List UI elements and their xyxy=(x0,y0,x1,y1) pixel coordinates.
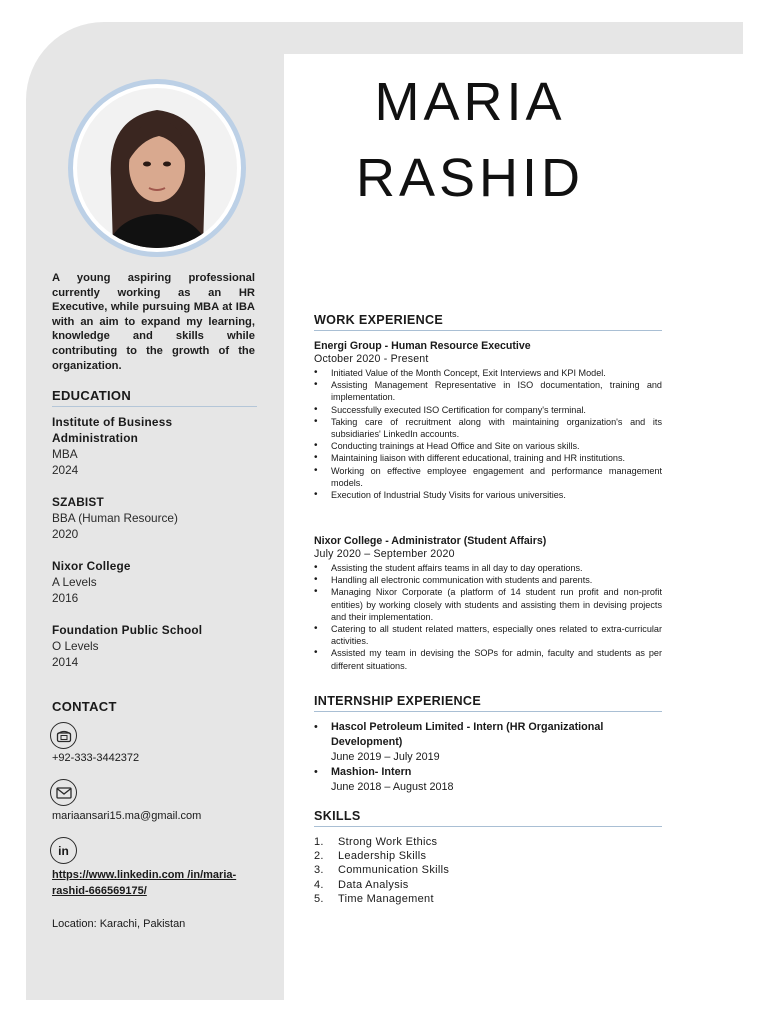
list-item xyxy=(314,720,634,765)
job-title: Energi Group - Human Resource Executive xyxy=(314,340,531,352)
skill-number: 3. xyxy=(314,864,324,877)
list-item xyxy=(314,849,449,863)
education-item xyxy=(52,558,252,606)
list-item: • Execution of Industrial Study Visits for various universities. xyxy=(314,489,662,501)
education-year: 2020 xyxy=(52,527,79,541)
list-item xyxy=(314,863,449,877)
job-bullets xyxy=(314,562,662,672)
header-band xyxy=(284,22,743,54)
skill-number: 1. xyxy=(314,836,324,848)
list-item: • Maintaining liaison with different educational, training and HR institutions. xyxy=(314,452,662,464)
job-title: Nixor College - Administrator (Student Affairs) xyxy=(314,535,547,547)
list-item: • Assisted my team in devising the SOPs for admin, faculty and students as per different situations. xyxy=(314,647,662,671)
list-item: • Managing Nixor Corporate (a platform of 14 student run profit and non-profit entities) by working closely with students and assisting them in devising projects and their implementation. xyxy=(314,586,662,623)
skill-label: Strong Work Ethics xyxy=(338,836,438,848)
internship-date: June 2018 – August 2018 xyxy=(331,781,454,793)
list-item: • Assisting the student affairs teams in all day to day operations. xyxy=(314,562,662,574)
education-year: 2024 xyxy=(52,463,79,477)
list-item xyxy=(314,765,634,795)
profile-photo xyxy=(68,79,246,257)
education-institution: Nixor College xyxy=(52,559,131,573)
education-degree: O Levels xyxy=(52,639,99,653)
education-degree: MBA xyxy=(52,447,78,461)
internship-heading: INTERNSHIP EXPERIENCE xyxy=(314,694,662,712)
education-degree: BBA (Human Resource) xyxy=(52,511,178,525)
skill-number: 5. xyxy=(314,892,324,905)
list-item xyxy=(314,835,449,849)
first-name: MARIA xyxy=(374,72,566,132)
contact-location: Location: Karachi, Pakistan xyxy=(52,918,186,930)
job-date: October 2020 - Present xyxy=(314,353,429,365)
contact-linkedin-link[interactable]: https://www.linkedin.com /in/maria-rashid-666569175/ xyxy=(52,869,237,897)
job-date: July 2020 – September 2020 xyxy=(314,548,455,560)
internship-title: • Mashion- Intern xyxy=(331,766,412,778)
contact-phone: +92-333-3442372 xyxy=(52,752,140,764)
skill-label: Leadership Skills xyxy=(338,850,427,863)
list-item: • Working on effective employee engagement and performance management models. xyxy=(314,465,662,489)
education-institution: Foundation Public School xyxy=(52,623,203,637)
profile-summary: A young aspiring professional currently working as an HR Executive, while pursuing MBA at IBA with an aim to expand my learning, knowledge and skills while contributing to the growth of the organization. xyxy=(52,272,255,372)
skill-label: Time Management xyxy=(338,892,434,905)
list-item: • Assisting Management Representative in ISO documentation, training and implementation. xyxy=(314,379,662,403)
skills-heading: SKILLS xyxy=(314,809,662,827)
internship-date: June 2019 – July 2019 xyxy=(331,751,440,763)
work-experience-heading: WORK EXPERIENCE xyxy=(314,313,662,331)
skill-label: Communication Skills xyxy=(338,864,450,877)
skill-number: 2. xyxy=(314,850,324,863)
list-item: • Successfully executed ISO Certification for company's terminal. xyxy=(314,404,662,416)
contact-email[interactable]: mariaansari15.ma@gmail.com xyxy=(52,810,202,822)
list-item: • Conducting trainings at Head Office and Site on various skills. xyxy=(314,440,662,452)
education-institution: Institute of Business Administration xyxy=(52,415,173,445)
linkedin-icon: in xyxy=(50,837,77,864)
list-item: • Catering to all student related matters, especially ones related to extra-curricular activities. xyxy=(314,623,662,647)
mail-icon xyxy=(50,779,77,806)
last-name: RASHID xyxy=(355,148,585,208)
education-item xyxy=(52,414,252,478)
education-item xyxy=(52,494,252,542)
education-institution: SZABIST xyxy=(52,495,104,509)
job-bullets xyxy=(314,367,662,501)
internship-list xyxy=(314,720,634,795)
skill-number: 4. xyxy=(314,878,324,891)
internship-title: • Hascol Petroleum Limited - Intern (HR Organizational Development) xyxy=(331,721,604,748)
contact-heading: CONTACT xyxy=(52,699,117,714)
education-year: 2016 xyxy=(52,591,79,605)
education-degree: A Levels xyxy=(52,575,97,589)
skills-list xyxy=(314,835,449,906)
education-year: 2014 xyxy=(52,655,79,669)
skill-label: Data Analysis xyxy=(338,878,409,891)
list-item xyxy=(314,878,449,892)
list-item: • Taking care of recruitment along with maintaining organization's and its subsidiaries' LinkedIn accounts. xyxy=(314,416,662,440)
phone-icon xyxy=(50,722,77,749)
education-item xyxy=(52,622,252,670)
list-item xyxy=(314,892,449,906)
list-item: • Initiated Value of the Month Concept, Exit Interviews and KPI Model. xyxy=(314,367,662,379)
list-item: • Handling all electronic communication with students and parents. xyxy=(314,574,662,586)
education-heading: EDUCATION xyxy=(52,388,257,407)
profile-portrait-illustration xyxy=(77,88,237,248)
